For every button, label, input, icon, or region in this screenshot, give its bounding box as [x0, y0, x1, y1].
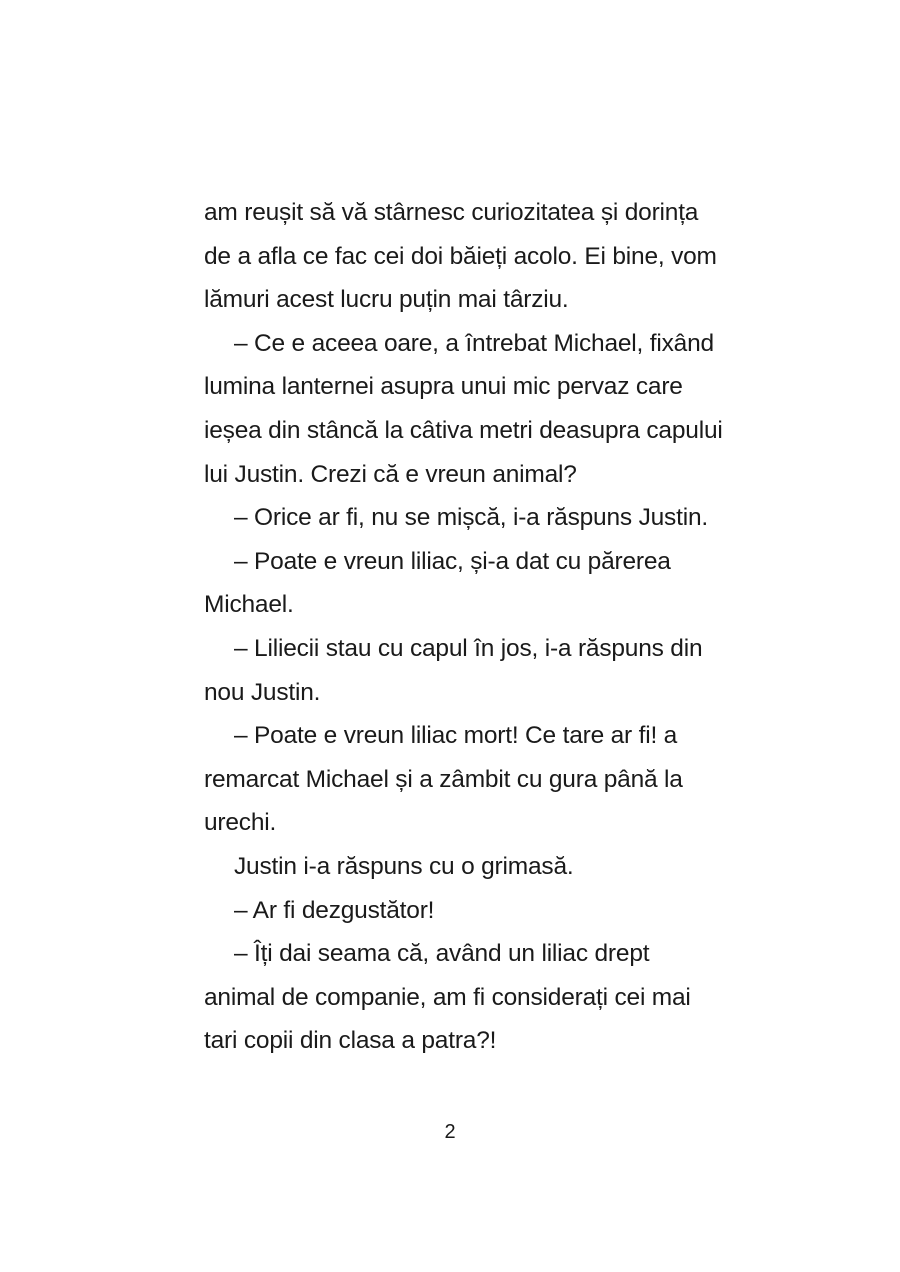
text-line: – Liliecii stau cu capul în jos, i-a răspuns din	[234, 634, 703, 662]
text-line: – Ce e aceea oare, a întrebat Michael, fixând	[234, 329, 714, 357]
text-line: Michael.	[204, 591, 294, 619]
text-line: de a afla ce fac cei doi băieți acolo. Ei bine, vom	[204, 242, 717, 270]
text-line: – Orice ar fi, nu se mișcă, i-a răspuns Justin.	[234, 504, 708, 532]
text-line: nou Justin.	[204, 678, 321, 706]
text-line: animal de companie, am fi considerați cei mai	[204, 983, 691, 1011]
text-line: Justin i-a răspuns cu o grimasă.	[234, 852, 574, 880]
text-line: urechi.	[204, 809, 277, 837]
text-line: – Poate e vreun liliac mort! Ce tare ar fi! a	[234, 722, 678, 750]
text-line: lumina lanternei asupra unui mic pervaz care	[204, 373, 683, 401]
body-text	[204, 191, 724, 1063]
text-line: ieșea din stâncă la câtiva metri deasupra capului	[204, 416, 723, 444]
text-line: – Îți dai seama că, având un liliac drept	[234, 940, 650, 968]
text-line: remarcat Michael și a zâmbit cu gura până la	[204, 765, 683, 793]
text-line: lămuri acest lucru puțin mai târziu.	[204, 286, 569, 314]
text-line: am reușit să vă stârnesc curiozitatea și dorința	[204, 199, 699, 226]
text-line: – Ar fi dezgustător!	[234, 896, 435, 924]
text-line: lui Justin. Crezi că e vreun animal?	[204, 460, 577, 488]
page-number: 2	[444, 1121, 456, 1143]
text-line: – Poate e vreun liliac, și-a dat cu părerea	[234, 547, 671, 575]
text-line: tari copii din clasa a patra?!	[204, 1027, 497, 1055]
